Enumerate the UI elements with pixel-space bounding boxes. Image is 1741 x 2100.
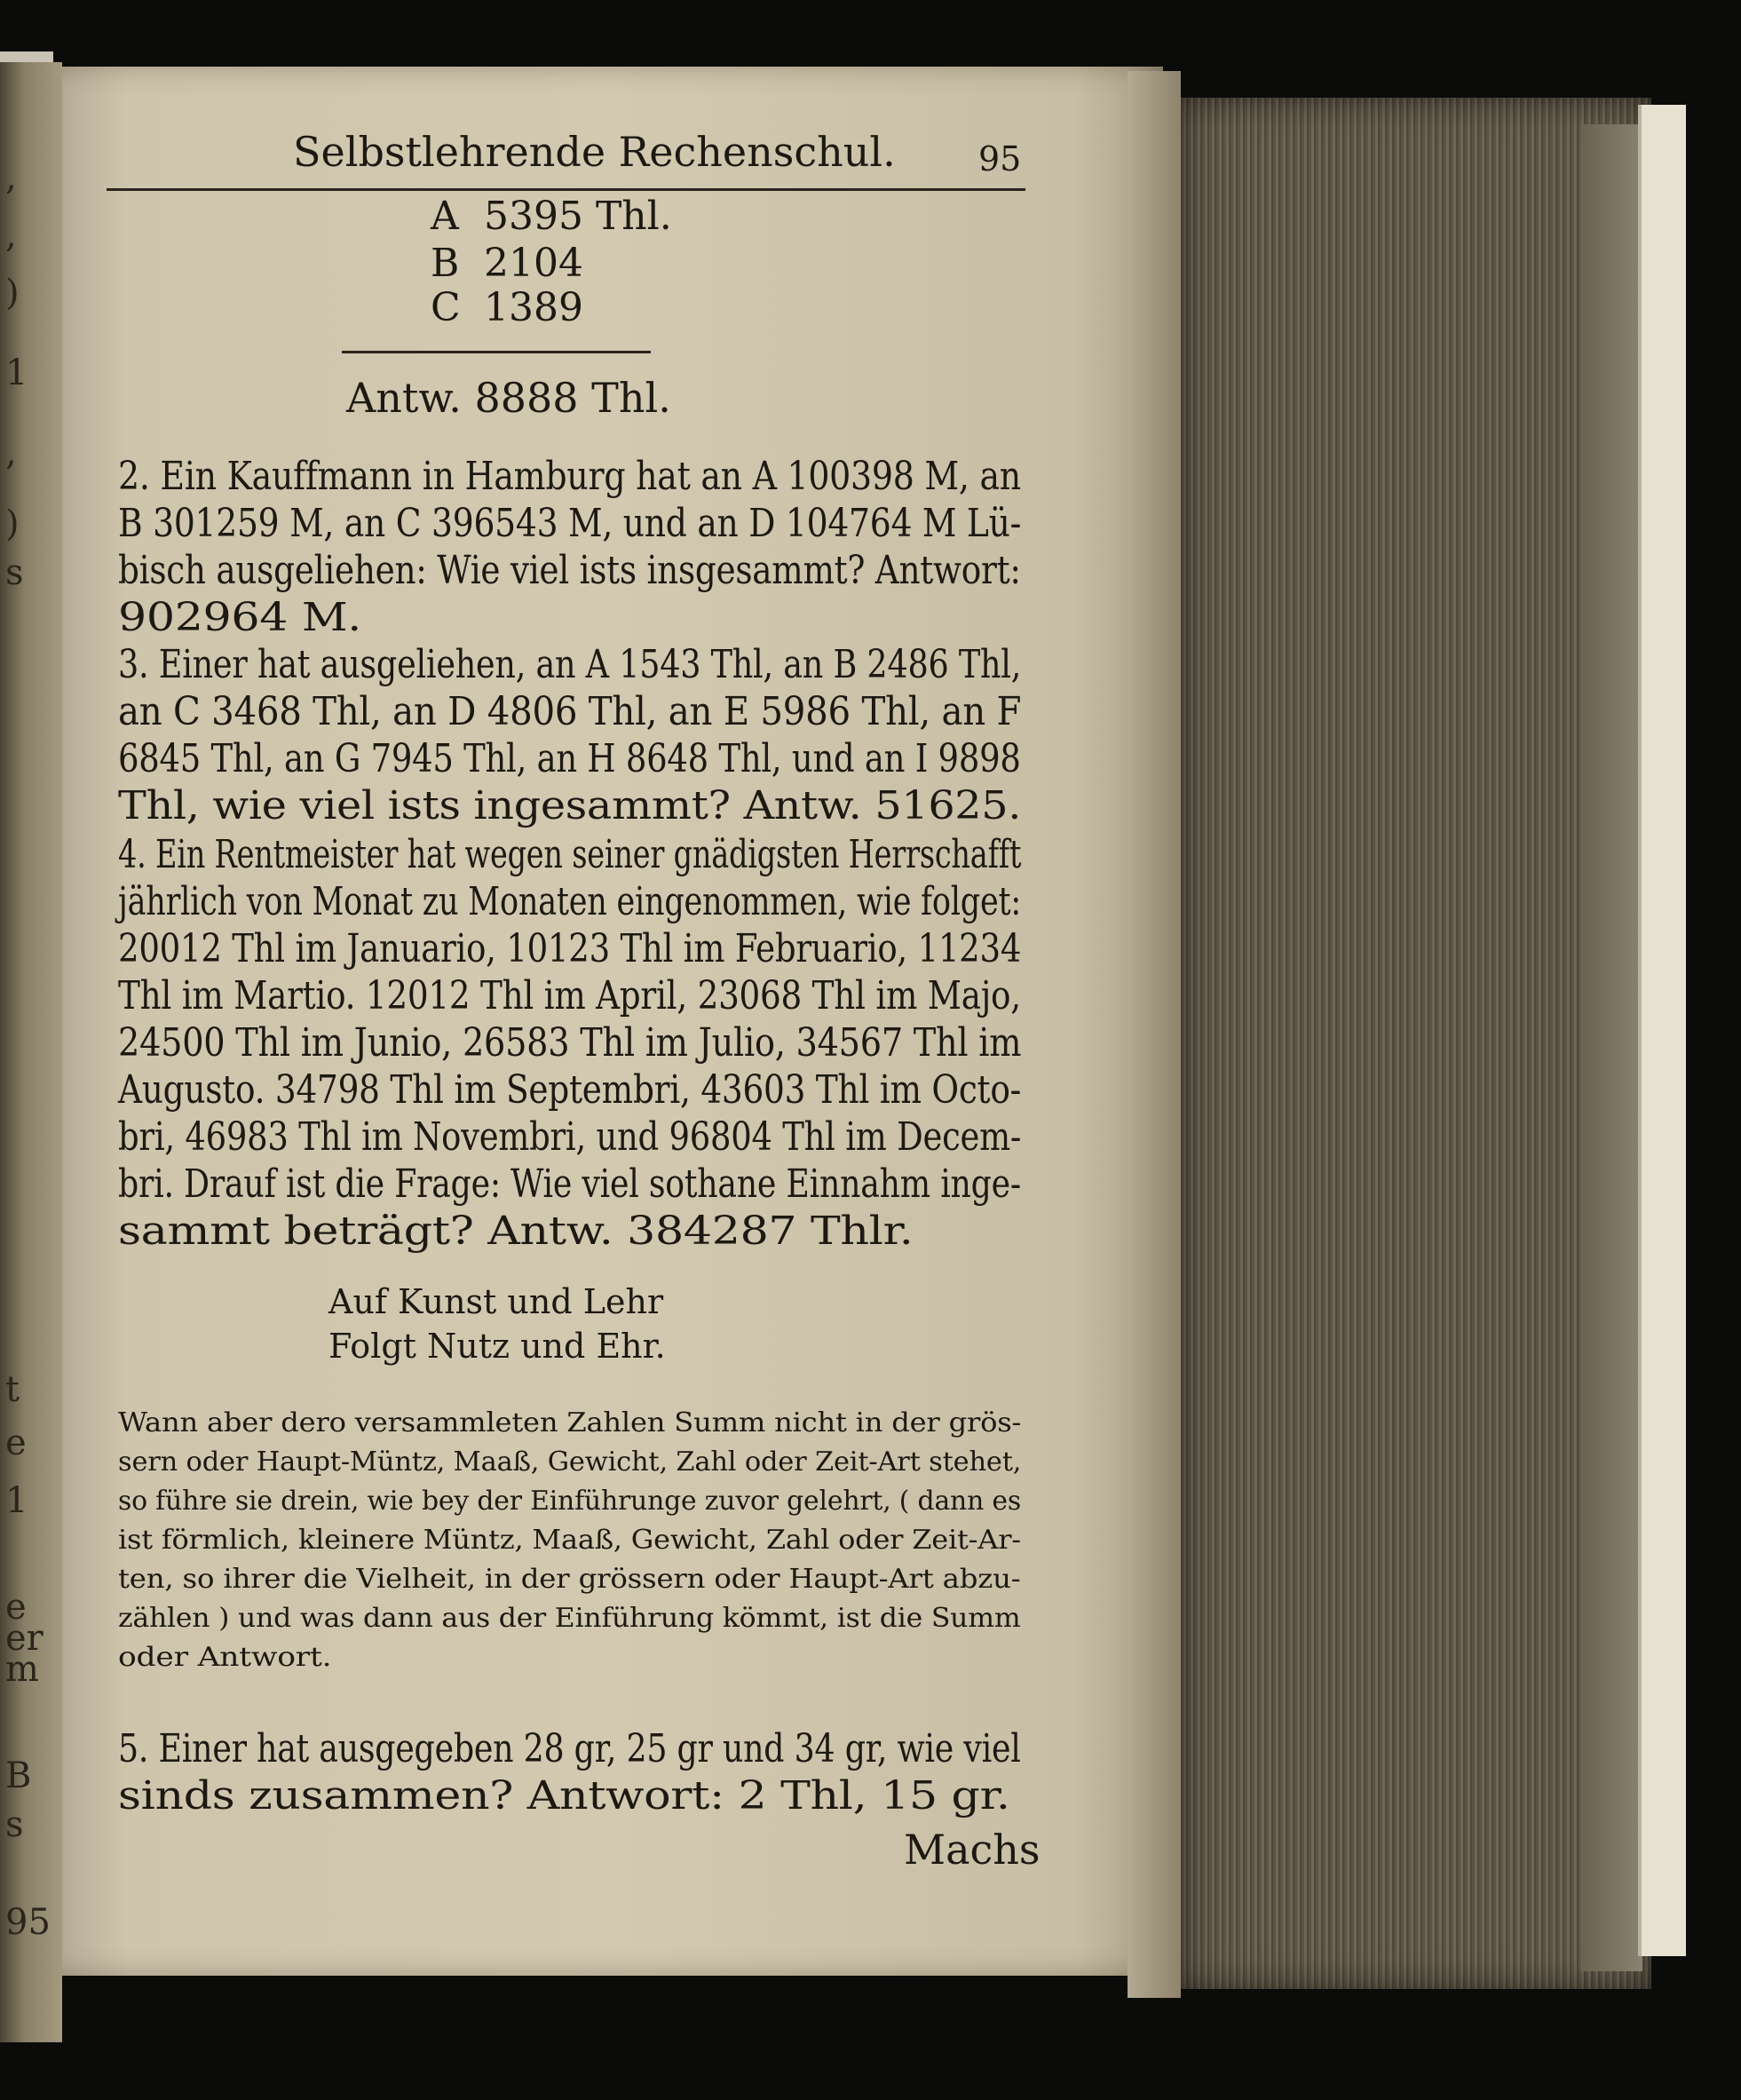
facing-page-fragment: 95 (5, 1902, 51, 1943)
book-cover-board (1638, 105, 1686, 1956)
motto-line: Auf Kunst und Lehr (328, 1282, 664, 1321)
sum-answer: Antw. 8888 Thl. (346, 374, 671, 422)
sum-label: A (431, 194, 459, 239)
catchword: Machs (904, 1826, 1041, 1874)
header-rule (107, 188, 1025, 191)
page-number: 95 (978, 139, 1022, 178)
sum-value: 1389 (484, 285, 583, 330)
facing-page-edge (0, 62, 62, 2042)
problem-line: Augusto. 34798 Thl im Septembri, 43603 Thl im Octo- (118, 1067, 1022, 1113)
book-fore-edge-highlight (1580, 124, 1642, 1971)
problem-line: 3. Einer hat ausgeliehen, an A 1543 Thl, an B 2486 Thl, (118, 642, 1022, 687)
facing-page-fragment: , (5, 157, 17, 198)
note-line: ist förmlich, kleinere Müntz, Maaß, Gewicht, Zahl oder Zeit-Ar- (118, 1525, 1021, 1556)
problem-line: 2. Ein Kauffmann in Hamburg hat an A 100398 M, an (118, 454, 1021, 499)
sum-rule (342, 351, 651, 353)
note-line: ten, so ihrer die Vielheit, in der grössern oder Haupt-Art abzu- (118, 1564, 1021, 1595)
sum-value: 5395 Thl. (484, 194, 672, 239)
facing-page-fragment: ) (5, 503, 20, 544)
note-line: Wann aber dero versammleten Zahlen Summ nicht in der grös- (118, 1407, 1022, 1438)
motto-line: Folgt Nutz und Ehr. (328, 1327, 666, 1366)
problem-line: bri. Drauf ist die Frage: Wie viel sothane Einnahm inge- (118, 1161, 1021, 1207)
facing-page-fragment: s (5, 552, 24, 593)
problem-line: bri, 46983 Thl im Novembri, und 96804 Thl im Decem- (118, 1114, 1022, 1160)
note-line: so führe sie drein, wie bey der Einführunge zuvor gelehrt, ( dann es (118, 1486, 1021, 1517)
problem-line: 24500 Thl im Junio, 26583 Thl im Julio, 34567 Thl im (118, 1020, 1022, 1066)
problem-line: 6845 Thl, an G 7945 Thl, an H 8648 Thl, und an I 9898 (118, 736, 1021, 781)
problem-line: 902964 M. (118, 595, 362, 640)
facing-page-fragment: e (5, 1587, 27, 1628)
facing-page-fragment: 1 (5, 353, 28, 393)
facing-page-fragment: 1 (5, 1480, 28, 1521)
facing-page-fragment: er (5, 1618, 44, 1659)
sum-value: 2104 (484, 241, 583, 286)
note-line: sern oder Haupt-Müntz, Maaß, Gewicht, Zahl oder Zeit-Art stehet, (118, 1446, 1022, 1478)
note-line: zählen ) und was dann aus der Einführung kömmt, ist die Summ (118, 1603, 1021, 1634)
facing-page-fragment: e (5, 1422, 27, 1463)
facing-page-fragment: ) (5, 273, 20, 313)
problem-line: B 301259 M, an C 396543 M, und an D 104764 M Lü- (118, 501, 1022, 546)
sum-label: B (431, 241, 460, 286)
problem-line: 5. Einer hat ausgegeben 28 gr, 25 gr und 34 gr, wie viel (118, 1726, 1021, 1771)
facing-page-fragment: , (5, 432, 17, 473)
page-curl (1128, 71, 1181, 1998)
problem-line: Thl, wie viel ists ingesammt? Antw. 51625. (118, 783, 1022, 828)
problem-line: an C 3468 Thl, an D 4806 Thl, an E 5986 Thl, an F (118, 689, 1022, 734)
problem-line: 20012 Thl im Januario, 10123 Thl im Februario, 11234 (118, 926, 1022, 971)
problem-line: sinds zusammen? Antwort: 2 Thl, 15 gr. (118, 1773, 1010, 1819)
running-header: Selbstlehrende Rechenschul. (293, 128, 896, 176)
facing-page-fragment: , (5, 215, 17, 256)
facing-page-fragment: B (5, 1755, 32, 1796)
note-line: oder Antwort. (118, 1642, 332, 1673)
problem-line: Thl im Martio. 12012 Thl im April, 23068 Thl im Majo, (118, 973, 1021, 1018)
facing-page-fragment: m (5, 1649, 39, 1690)
facing-page-fragment: t (5, 1369, 20, 1410)
problem-line: 4. Ein Rentmeister hat wegen seiner gnädigsten Herrschafft (118, 832, 1022, 877)
problem-line: jährlich von Monat zu Monaten eingenommen, wie folget: (118, 879, 1021, 924)
problem-line: sammt beträgt? Antw. 384287 Thlr. (118, 1208, 914, 1254)
problem-line: bisch ausgeliehen: Wie viel ists insgesammt? Antwort: (118, 548, 1021, 593)
facing-page-fragment: s (5, 1804, 24, 1845)
sum-label: C (431, 285, 461, 330)
